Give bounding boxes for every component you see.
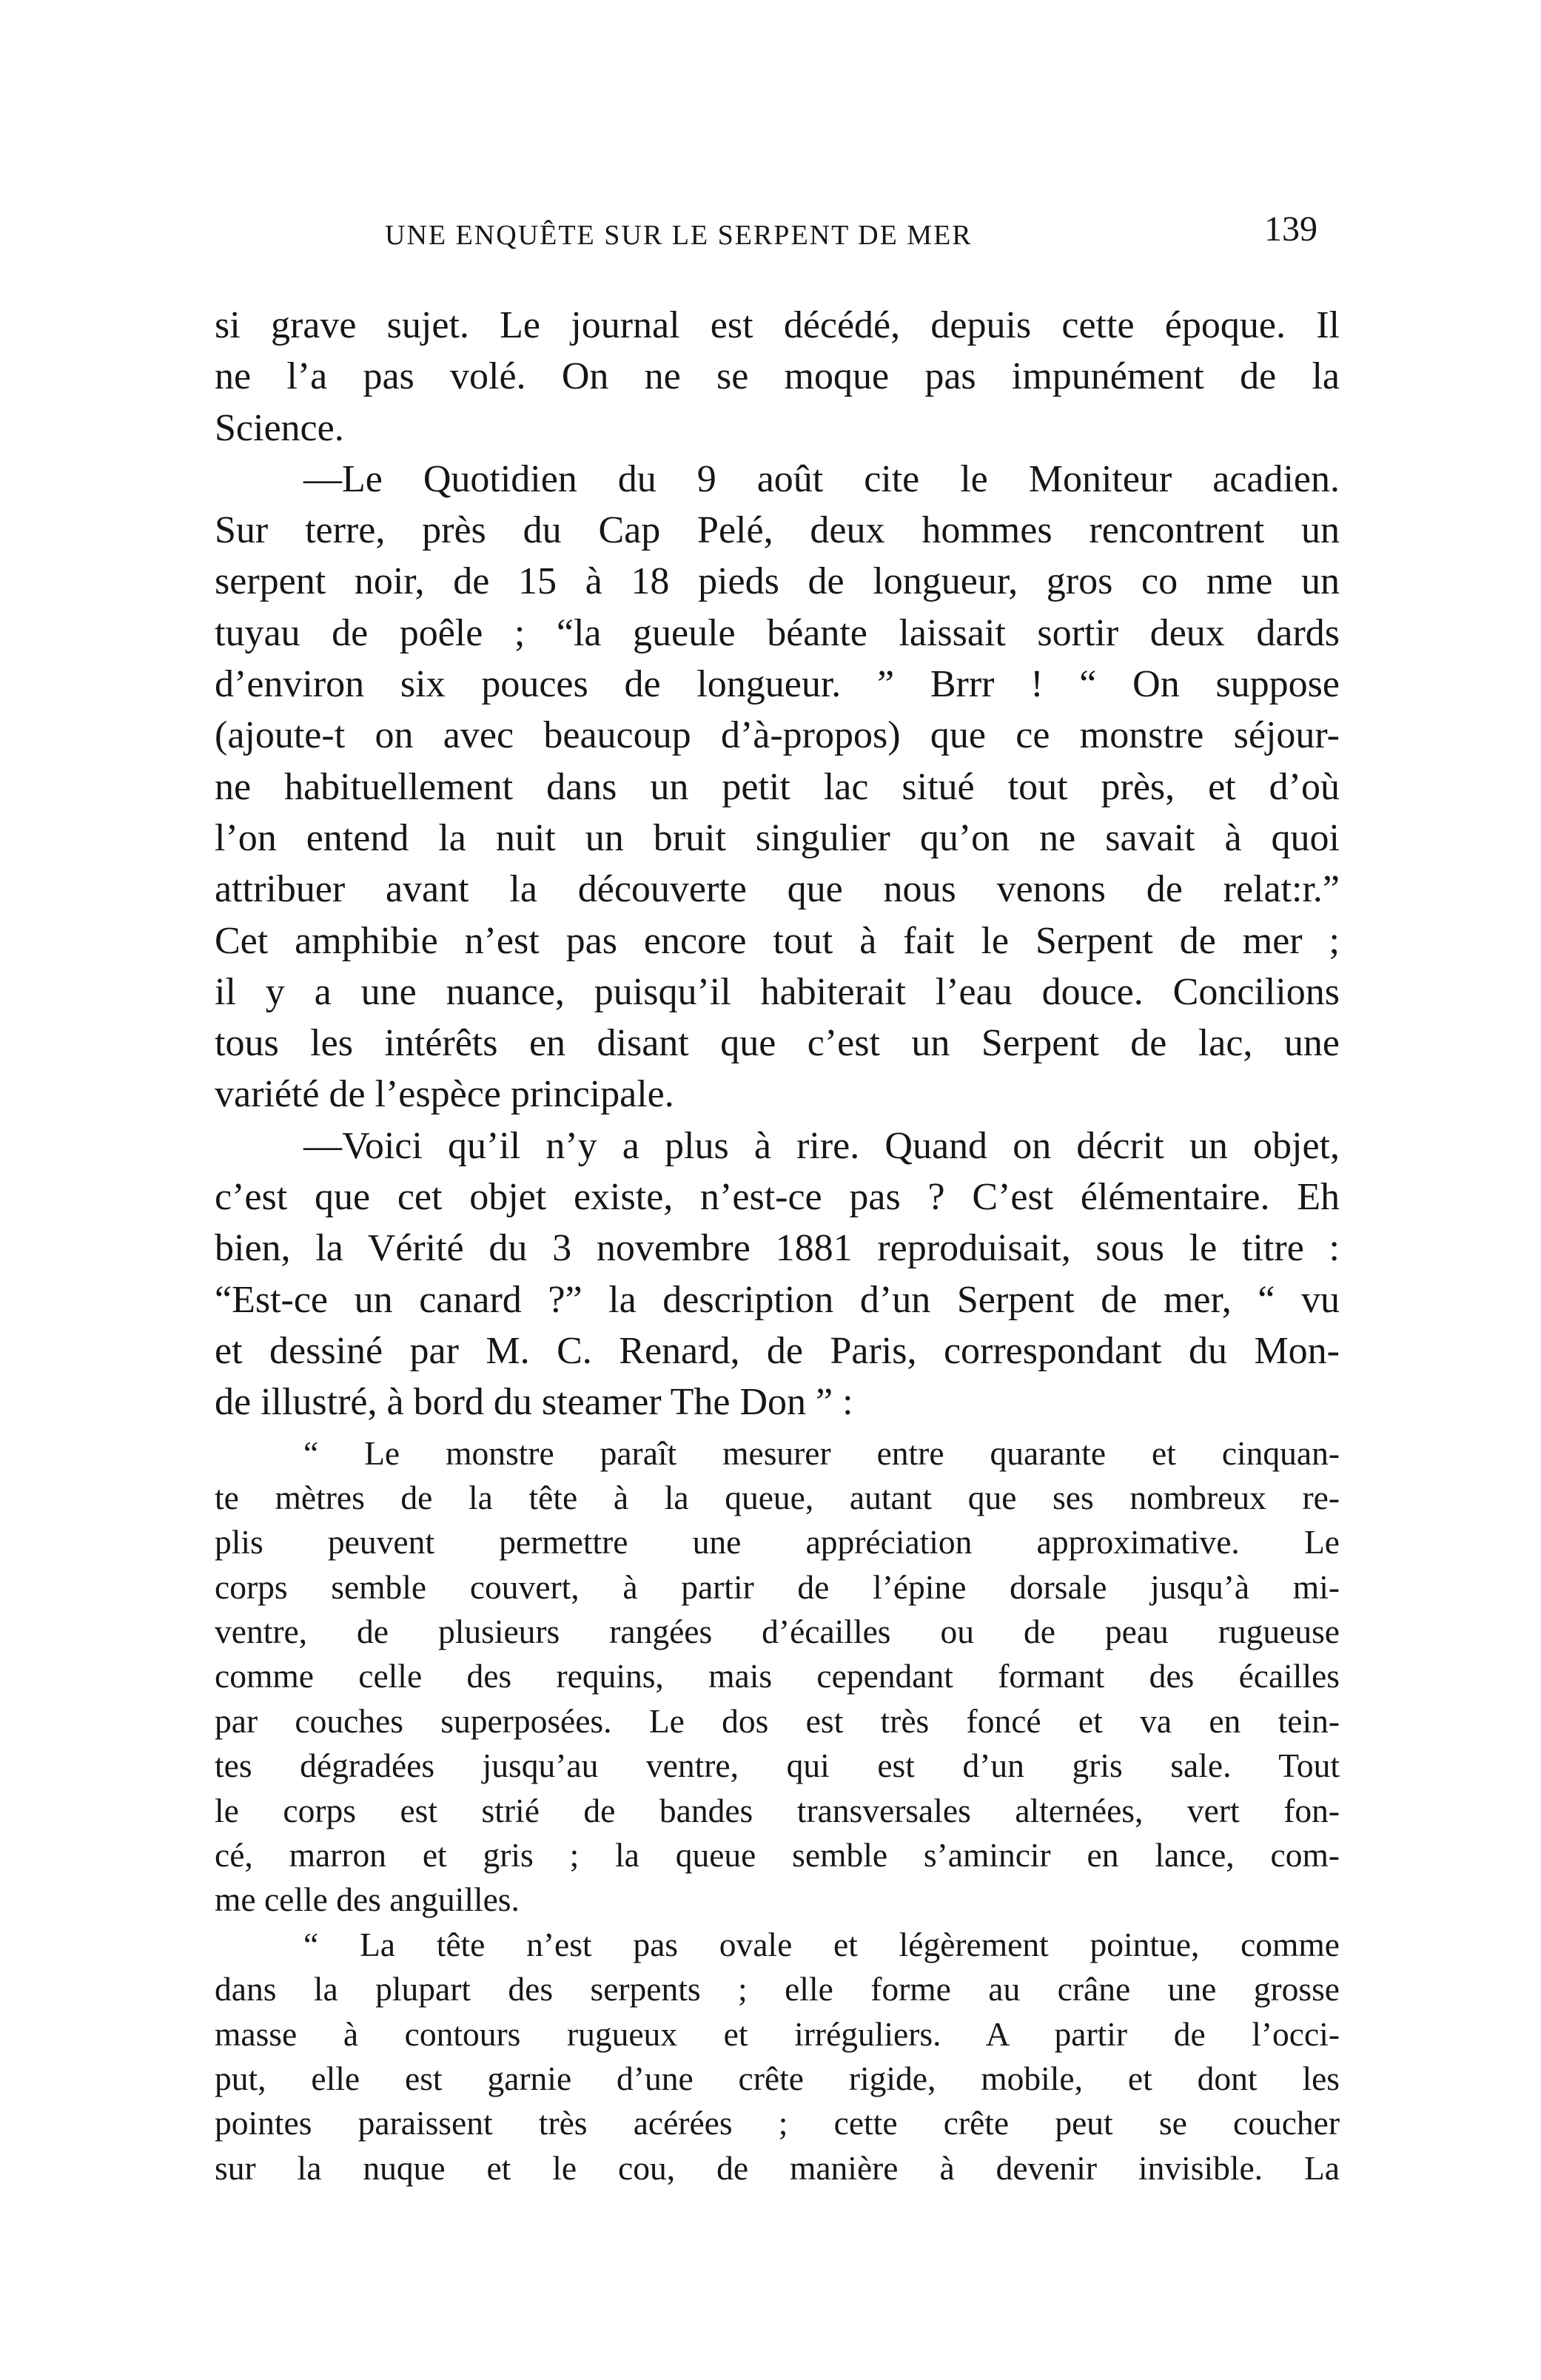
text-line: Science. bbox=[215, 406, 344, 449]
quote-line: put, elle est garnie d’une crête rigide, mobile, et dont les bbox=[215, 2060, 1340, 2097]
quote-line: te mètres de la tête à la queue, autant que ses nombreux re- bbox=[215, 1478, 1340, 1516]
text-line: et dessiné par M. C. Renard, de Paris, correspondant du Mon- bbox=[215, 1329, 1340, 1372]
text-line: d’environ six pouces de longueur. ” Brrr ! “ On suppose bbox=[215, 663, 1340, 706]
text-line: ne l’a pas volé. On ne se moque pas impunément de la bbox=[215, 355, 1340, 398]
quote-line: le corps est strié de bandes transversales alternées, vert fon- bbox=[215, 1791, 1340, 1829]
quote-line: “ Le monstre paraît mesurer entre quarante et cinquan- bbox=[303, 1433, 1340, 1472]
text-line: —Le Quotidien du 9 août cite le Moniteur acadien. bbox=[303, 457, 1340, 500]
quote-line: masse à contours rugueux et irréguliers. A partir de l’occi- bbox=[215, 2014, 1340, 2053]
quote-line: corps semble couvert, à partir de l’épine dorsale jusqu’à mi- bbox=[215, 1567, 1340, 1606]
quote-line: dans la plupart des serpents ; elle forme au crâne une grosse bbox=[215, 1970, 1340, 2008]
text-line: serpent noir, de 15 à 18 pieds de longueur, gros co nme un bbox=[215, 560, 1340, 603]
running-title: UNE ENQUÊTE SUR LE SERPENT DE MER bbox=[385, 220, 973, 251]
text-line: —Voici qu’il n’y a plus à rire. Quand on décrit un objet, bbox=[303, 1124, 1340, 1167]
text-line: ne habituellement dans un petit lac situé tout près, et d’où bbox=[215, 765, 1340, 808]
text-line: l’on entend la nuit un bruit singulier qu’on ne savait à quoi bbox=[215, 816, 1340, 859]
text-line: il y a une nuance, puisqu’il habiterait l’eau douce. Concilions bbox=[215, 970, 1340, 1013]
text-line: (ajoute-t on avec beaucoup d’à-propos) que ce monstre séjour- bbox=[215, 714, 1340, 757]
quote-line: sur la nuque et le cou, de manière à devenir invisible. La bbox=[215, 2148, 1340, 2187]
text-line: tous les intérêts en disant que c’est un Serpent de lac, une bbox=[215, 1022, 1340, 1065]
quote-line: pointes paraissent très acérées ; cette crête peut se coucher bbox=[215, 2104, 1340, 2142]
quote-line: plis peuvent permettre une appréciation approximative. Le bbox=[215, 1523, 1340, 1562]
quote-line: par couches superposées. Le dos est très foncé et va en tein- bbox=[215, 1701, 1340, 1740]
quote-line: ventre, de plusieurs rangées d’écailles ou de peau rugueuse bbox=[215, 1613, 1340, 1651]
text-line: Sur terre, près du Cap Pelé, deux hommes rencontrent un bbox=[215, 509, 1340, 552]
text-line: “Est-ce un canard ?” la description d’un Serpent de mer, “ vu bbox=[215, 1278, 1340, 1321]
text-line: tuyau de poêle ; “la gueule béante laissait sortir deux dards bbox=[215, 611, 1340, 654]
body-text bbox=[215, 300, 1340, 2191]
text-line: de illustré, à bord du steamer The Don ” : bbox=[215, 1381, 853, 1424]
quote-line: cé, marron et gris ; la queue semble s’amincir en lance, com- bbox=[215, 1836, 1340, 1875]
quoted-description bbox=[215, 1431, 1340, 2191]
text-line: variété de l’espèce principale. bbox=[215, 1073, 674, 1116]
quote-line: “ La tête n’est pas ovale et légèrement pointue, comme bbox=[303, 1925, 1340, 1963]
text-line: c’est que cet objet existe, n’est-ce pas ? C’est élémentaire. Eh bbox=[215, 1176, 1340, 1219]
text-line: bien, la Vérité du 3 novembre 1881 reproduisait, sous le titre : bbox=[215, 1227, 1340, 1270]
text-line: Cet amphibie n’est pas encore tout à fait le Serpent de mer ; bbox=[215, 919, 1340, 962]
quote-line: tes dégradées jusqu’au ventre, qui est d’un gris sale. Tout bbox=[215, 1747, 1340, 1785]
text-line: attribuer avant la découverte que nous venons de relat:r.” bbox=[215, 868, 1340, 911]
text-line: si grave sujet. Le journal est décédé, depuis cette époque. Il bbox=[215, 304, 1340, 346]
quote-line: me celle des anguilles. bbox=[215, 1880, 520, 1919]
quote-line: comme celle des requins, mais cependant formant des écailles bbox=[215, 1657, 1340, 1695]
page-number: 139 bbox=[1264, 209, 1317, 249]
